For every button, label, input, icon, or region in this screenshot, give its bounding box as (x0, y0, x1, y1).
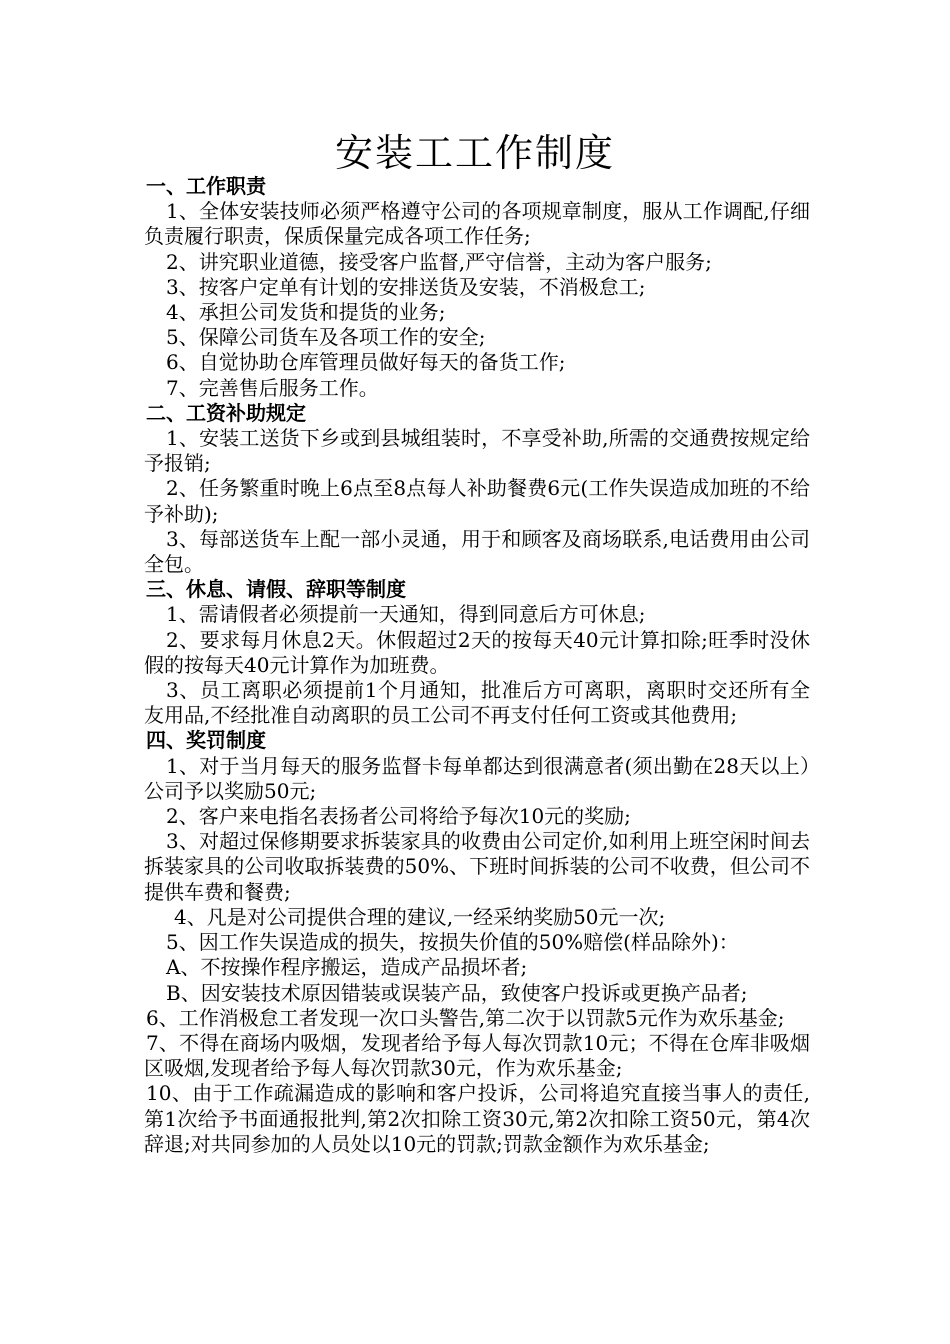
list-item: 1、对于当月每天的服务监督卡每单都达到很满意者(须出勤在28天以上）公司予以奖励50元; (144, 753, 810, 803)
list-item: 4、承担公司发货和提货的业务; (166, 300, 446, 325)
list-item: A、不按操作程序搬运，造成产品损坏者; (166, 955, 528, 980)
list-item: 5、保障公司货车及各项工作的安全; (166, 325, 486, 350)
list-item: 2、要求每月休息2天。休假超过2天的按每天40元计算扣除;旺季时没休假的按每天40元计算作为加班费。 (144, 627, 810, 677)
list-item: B、因安装技术原因错装或误装产品，致使客户投诉或更换产品者; (166, 980, 748, 1005)
list-item: 2、客户来电指名表扬者公司将给予每次10元的奖励; (166, 804, 631, 829)
section-leave-resignation (144, 577, 810, 728)
section-rewards-penalties (144, 728, 810, 1156)
list-item: 3、对超过保修期要求拆装家具的收费由公司定价,如利用上班空闲时间去拆装家具的公司收取拆装费的50%、下班时间拆装的公司不收费，但公司不提供车费和餐费; (144, 829, 810, 904)
list-item: 1、安装工送货下乡或到县城组装时，不享受补助,所需的交通费按规定给予报销; (144, 426, 810, 476)
list-item: 2、任务繁重时晚上6点至8点每人补助餐费6元(工作失误造成加班的不给予补助); (144, 476, 810, 526)
section-wage-subsidy (144, 401, 810, 577)
list-item: 7、完善售后服务工作。 (166, 375, 379, 400)
list-item: 5、因工作失误造成的损失，按损失价值的50%赔偿(样品除外)： (166, 930, 739, 955)
document-body (144, 174, 810, 1157)
list-item: 3、按客户定单有计划的安排送货及安装，不消极怠工; (166, 274, 646, 299)
section-job-duties (144, 174, 810, 401)
list-item: 6、自觉协助仓库管理员做好每天的备货工作; (166, 350, 566, 375)
list-item: 10、由于工作疏漏造成的影响和客户投诉，公司将追究直接当事人的责任,第1次给予书面通报批判,第2次扣除工资30元,第2次扣除工资50元，第4次辞退;对共同参加的人员处以10元的罚款;罚款金额作为欢乐基金; (144, 1081, 810, 1156)
list-item: 3、每部送货车上配一部小灵通，用于和顾客及商场联系,电话费用由公司全包。 (144, 526, 810, 577)
list-item: 7、不得在商场内吸烟，发现者给予每人每次罚款10元；不得在仓库非吸烟区吸烟,发现者给予每人每次罚款30元，作为欢乐基金; (144, 1030, 810, 1081)
list-item: 3、员工离职必须提前1个月通知，批准后方可离职，离职时交还所有全友用品,不经批准自动离职的员工公司不再支付任何工资或其他费用; (144, 678, 810, 728)
section-heading: 一、工作职责 (146, 174, 266, 198)
list-item: 2、讲究职业道德，接受客户监督,严守信誉，主动为客户服务; (166, 249, 712, 274)
list-item: 4、凡是对公司提供合理的建议,一经采纳奖励50元一次; (174, 904, 666, 929)
list-item: 1、需请假者必须提前一天通知，得到同意后方可休息; (166, 602, 646, 627)
list-item: 1、全体安装技师必须严格遵守公司的各项规章制度，服从工作调配,仔细负责履行职责，保质保量完成各项工作任务; (144, 199, 810, 249)
document-title: 安装工工作制度 (334, 131, 615, 175)
section-heading: 三、休息、请假、辞职等制度 (146, 577, 406, 602)
section-heading: 四、奖罚制度 (146, 728, 266, 753)
list-item: 6、工作消极怠工者发现一次口头警告,第二次于以罚款5元作为欢乐基金; (146, 1005, 785, 1030)
section-heading: 二、工资补助规定 (146, 400, 306, 425)
